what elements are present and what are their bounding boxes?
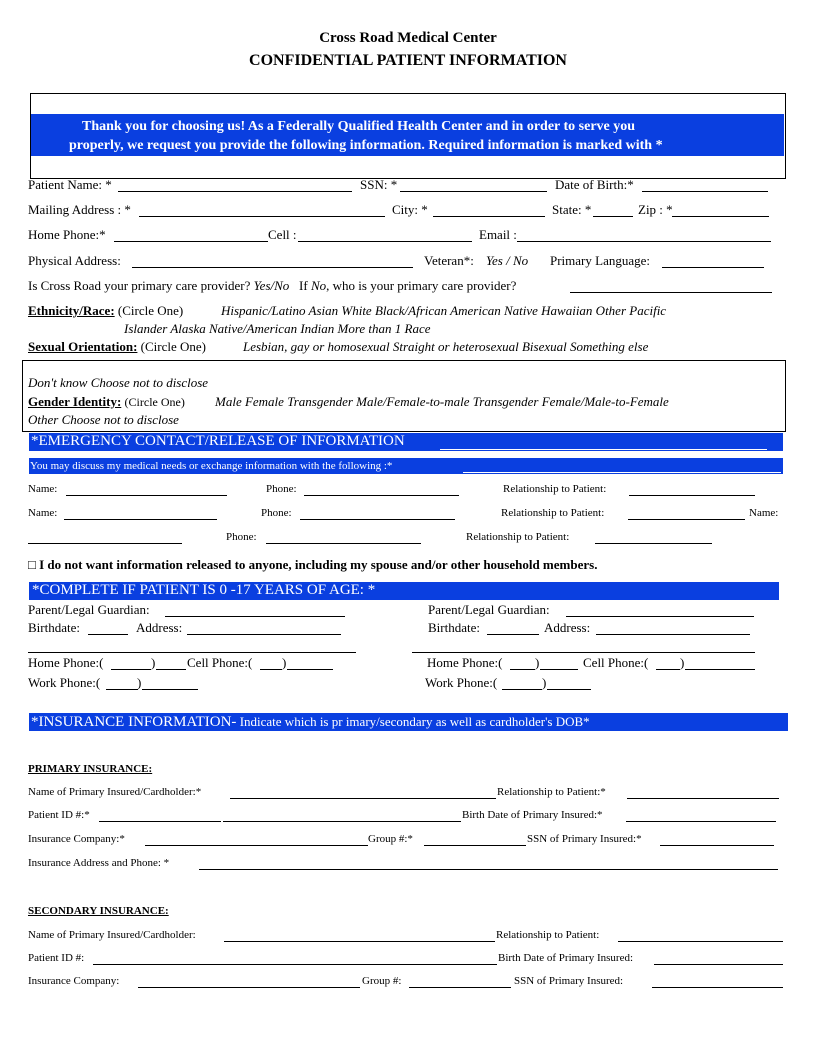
contact3-phone-label: Phone: [226, 531, 257, 543]
home-phone-label: Home Phone:* [28, 227, 106, 242]
p-patient-id-field-2[interactable] [223, 821, 461, 822]
p-relationship-label: Relationship to Patient:* [497, 786, 606, 798]
ethnicity-options-2[interactable]: Islander Alaska Native/American Indian More than 1 Race [124, 321, 431, 336]
contact3-phone-field[interactable] [266, 543, 421, 544]
guardian2-home-number[interactable] [540, 669, 578, 670]
email-label: Email : [479, 227, 517, 242]
orientation-label: Sexual Orientation: [28, 339, 138, 354]
s-patient-id-field[interactable] [93, 964, 497, 965]
ethnicity-label: Ethnicity/Race: [28, 303, 115, 318]
s-patient-id-label: Patient ID #: [28, 952, 85, 964]
physical-address-label: Physical Address: [28, 253, 121, 268]
primary-insurance-heading: PRIMARY INSURANCE: [28, 763, 153, 775]
orientation-options-2[interactable]: Don't know Choose not to disclose [28, 375, 209, 390]
gender-label: Gender Identity: [28, 394, 122, 409]
s-insured-field[interactable] [224, 941, 495, 942]
ssn-label: SSN: * [360, 177, 398, 192]
guardian2-birthdate-label: Birthdate: [428, 620, 480, 635]
guardian1-home-paren: ) [151, 655, 156, 670]
guardian2-work-paren: ) [542, 675, 547, 690]
state-label: State: * [552, 202, 592, 217]
state-field[interactable] [593, 216, 633, 217]
p-patient-id-label: Patient ID #:* [28, 809, 90, 821]
s-company-label: Insurance Company: [28, 975, 120, 987]
s-relationship-label: Relationship to Patient: [496, 929, 600, 941]
emergency-heading: *EMERGENCY CONTACT/RELEASE OF INFORMATION [31, 433, 405, 449]
p-group-label: Group #:* [368, 833, 413, 845]
ethnicity-row [28, 303, 183, 319]
guardian1-work-area[interactable] [106, 689, 138, 690]
guardian2-cell-number[interactable] [685, 669, 755, 670]
emergency-discuss-field[interactable] [463, 472, 781, 473]
physical-address-field[interactable] [132, 267, 413, 268]
zip-field[interactable] [672, 216, 769, 217]
gender-row [28, 394, 185, 410]
p-relationship-field[interactable] [627, 798, 779, 799]
pcp-question-text: Is Cross Road your primary care provider? [28, 278, 251, 293]
patient-name-field[interactable] [118, 191, 352, 192]
p-insured-label: Name of Primary Insured/Cardholder:* [28, 786, 202, 798]
guardian2-label: Parent/Legal Guardian: [428, 602, 550, 617]
contact1-name-field[interactable] [66, 495, 227, 496]
contact3-name-field[interactable] [28, 543, 182, 544]
guardian2-work-number[interactable] [547, 689, 591, 690]
ethnicity-options-1[interactable]: Hispanic/Latino Asian White Black/African American Native Hawaiian Other Pacific [221, 303, 667, 318]
no-release-row [28, 557, 597, 573]
dob-label: Date of Birth:* [555, 177, 634, 192]
intro-line-1: Thank you for choosing us! As a Federally Qualified Health Center and in order to serve you [82, 119, 636, 134]
s-birth-date-field[interactable] [654, 964, 783, 965]
veteran-options[interactable]: Yes / No [486, 253, 529, 268]
city-label: City: * [392, 202, 428, 217]
guardian1-cell-number[interactable] [287, 669, 333, 670]
s-ssn-field[interactable] [652, 987, 783, 988]
guardian1-cell-paren: ) [282, 655, 287, 670]
guardian2-cell-label: Cell Phone:( [583, 655, 649, 670]
guardian1-cell-label: Cell Phone:( [187, 655, 253, 670]
contact2-relationship-field[interactable] [628, 519, 745, 520]
guardian2-home-area[interactable] [510, 669, 535, 670]
mailing-address-label: Mailing Address : * [28, 202, 131, 217]
guardian1-field[interactable] [165, 616, 345, 617]
contact2-phone-label: Phone: [261, 507, 292, 519]
guardian1-work-number[interactable] [142, 689, 198, 690]
secondary-insurance-heading: SECONDARY INSURANCE: [28, 905, 169, 917]
p-birth-date-label: Birth Date of Primary Insured:* [462, 809, 603, 821]
s-company-field[interactable] [138, 987, 360, 988]
intro-line-2: properly, we request you provide the following information. Required information is marked with * [69, 138, 663, 153]
contact2-name-label: Name: [28, 507, 58, 519]
pcp-if: If [299, 278, 308, 293]
guardian1-label: Parent/Legal Guardian: [28, 602, 150, 617]
contact3-relationship-label: Relationship to Patient: [466, 531, 570, 543]
p-insured-field[interactable] [230, 798, 496, 799]
guardian2-cell-area[interactable] [656, 669, 680, 670]
insurance-heading-row [31, 713, 590, 731]
ssn-field[interactable] [400, 191, 547, 192]
mailing-address-field[interactable] [139, 216, 385, 217]
minor-heading: *COMPLETE IF PATIENT IS 0 -17 YEARS OF AGE: * [32, 582, 376, 598]
guardian1-cell-area[interactable] [260, 669, 282, 670]
guardian1-address-field[interactable] [187, 634, 341, 635]
guardian1-work-paren: ) [137, 675, 142, 690]
s-insured-label: Name of Primary Insured/Cardholder: [28, 929, 196, 941]
p-address-label: Insurance Address and Phone: * [28, 857, 170, 869]
p-company-field[interactable] [145, 845, 368, 846]
guardian2-field[interactable] [566, 616, 754, 617]
veteran-label: Veteran*: [424, 253, 474, 268]
guardian1-home-phone-label: Home Phone:( [28, 655, 104, 670]
p-ssn-field[interactable] [660, 845, 774, 846]
s-group-field[interactable] [409, 987, 511, 988]
emergency-heading-line [440, 449, 767, 450]
p-ssn-label: SSN of Primary Insured:* [527, 833, 642, 845]
ethnicity-circle-note: (Circle One) [117, 303, 184, 318]
orientation-options-1[interactable]: Lesbian, gay or homosexual Straight or heterosexual Bisexual Something else [243, 339, 649, 354]
cell-field[interactable] [298, 241, 472, 242]
contact1-phone-field[interactable] [304, 495, 459, 496]
dob-field[interactable] [642, 191, 768, 192]
no-release-checkbox[interactable]: □ [28, 557, 36, 572]
orientation-row [28, 339, 206, 355]
pcp-who: , who is your primary care provider? [326, 278, 517, 293]
s-birth-date-label: Birth Date of Primary Insured: [498, 952, 634, 964]
contact2-name-field[interactable] [64, 519, 217, 520]
p-company-label: Insurance Company:* [28, 833, 125, 845]
page-title: CONFIDENTIAL PATIENT INFORMATION [249, 52, 567, 69]
p-address-field[interactable] [199, 869, 778, 870]
gender-options-1[interactable]: Male Female Transgender Male/Female-to-male Transgender Female/Male-to-Female [215, 394, 669, 409]
gender-circle-note: (Circle One) [124, 395, 185, 409]
s-relationship-field[interactable] [618, 941, 783, 942]
contact1-name-label: Name: [28, 483, 58, 495]
guardian1-home-number[interactable] [156, 669, 186, 670]
pcp-yes-no[interactable]: Yes/No [253, 278, 290, 293]
pcp-no: No [310, 278, 327, 293]
guardian1-birthdate-label: Birthdate: [28, 620, 80, 635]
guardian2-address-label: Address: [544, 620, 591, 635]
insurance-heading-note: Indicate which is pr imary/secondary as well as cardholder's DOB* [236, 714, 590, 729]
contact1-phone-label: Phone: [266, 483, 297, 495]
s-ssn-label: SSN of Primary Insured: [514, 975, 624, 987]
guardian1-address-label: Address: [136, 620, 183, 635]
p-group-field[interactable] [424, 845, 526, 846]
guardian2-work-area[interactable] [502, 689, 542, 690]
guardian1-home-area[interactable] [111, 669, 151, 670]
orientation-circle-note: (Circle One) [140, 339, 207, 354]
emergency-discuss: You may discuss my medical needs or exchange information with the following :* [30, 460, 393, 472]
p-birth-date-field[interactable] [626, 821, 776, 822]
patient-name-label: Patient Name: * [28, 177, 112, 192]
guardian2-home-paren: ) [535, 655, 540, 670]
contact2-phone-field[interactable] [300, 519, 455, 520]
contact2-relationship-label: Relationship to Patient: [501, 507, 605, 519]
org-name: Cross Road Medical Center [319, 30, 497, 46]
contact1-relationship-field[interactable] [629, 495, 755, 496]
insurance-heading: *INSURANCE INFORMATION- [31, 714, 237, 730]
guardian1-birthdate-field[interactable] [88, 634, 128, 635]
email-field[interactable] [517, 241, 771, 242]
guardian2-address-field[interactable] [596, 634, 750, 635]
guardian1-address-field-2[interactable] [28, 652, 356, 653]
no-release-text: I do not want information released to anyone, including my spouse and/or other household members. [39, 557, 598, 572]
cell-label: Cell : [268, 227, 297, 242]
primary-language-label: Primary Language: [550, 253, 650, 268]
contact3-relationship-field[interactable] [595, 543, 712, 544]
p-patient-id-field[interactable] [99, 821, 221, 822]
zip-label: Zip : * [638, 202, 673, 217]
city-field[interactable] [433, 216, 545, 217]
guardian2-work-phone-label: Work Phone:( [425, 675, 498, 690]
guardian1-work-phone-label: Work Phone:( [28, 675, 101, 690]
s-group-label: Group #: [362, 975, 402, 987]
guardian2-address-field-2[interactable] [412, 652, 755, 653]
pcp-question [28, 278, 516, 294]
contact3-name-label: Name: [749, 507, 779, 519]
pcp-provider-field[interactable] [570, 292, 772, 293]
home-phone-field[interactable] [114, 241, 268, 242]
gender-options-2[interactable]: Other Choose not to disclose [28, 412, 179, 427]
contact1-relationship-label: Relationship to Patient: [503, 483, 607, 495]
guardian2-home-phone-label: Home Phone:( [427, 655, 503, 670]
guardian2-birthdate-field[interactable] [487, 634, 539, 635]
primary-language-field[interactable] [662, 267, 764, 268]
guardian2-cell-paren: ) [680, 655, 685, 670]
